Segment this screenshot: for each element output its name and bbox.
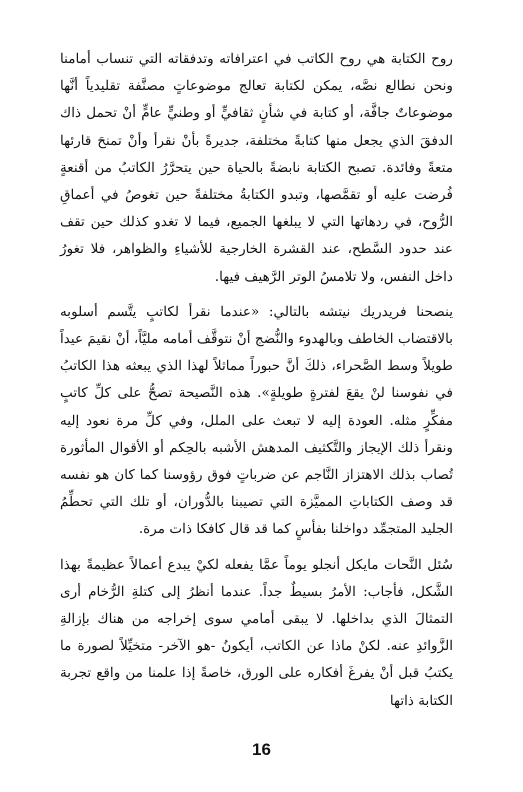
body-text [60, 46, 453, 715]
page-number: 16 [252, 740, 271, 759]
paragraph-1: روح الكتابة هي روح الكاتب في اعترافاته وتدفقاته التي تنساب أمامنا ونحن نطالع نصَّه، يمكن لكتابة تعالج موضوعاتٍ مصنَّفة تقليدياً أنَّها موضوعاتٌ جافَّة، أو كتابة في شأنٍ ثقافيٍّ أو وطنيٍّ عامٍّ أنْ تحمل ذاك الدفقَ الذي يجعل منها كتابةً مختلفة، جديرةً بأنْ نقرأ وأنْ تمنحَ قارئها متعةً وفائدة. تصبح الكتابة نابضةً بالحياة حين يتحرَّرُ الكاتبُ من أقنعةٍ فُرضت عليه أو تقمَّصها، وتبدو الكتابةُ مختلفةً حين تغوصُ في أعماقِ الرُّوح، في ردهاتها التي لا يبلغها الجميع، فيما لا تغدو كذلك حين تقف عند حدود السَّطح، عند القشرة الخارجية للأشياءِ والظواهر، فلا تغورُ داخل النفس، ولا تلامسُ الوتر الرَّهيف فيها. [60, 51, 453, 285]
paragraph-2: ينصحنا فريدريك نيتشه بالتالي: «عندما نقرأ لكاتبٍ يتَّسم أسلوبه بالاقتضاب الخاطف وبالهدوء والنُّضج أنْ نتوقَّف أمامه مليَّاً، أنْ نقيمَ عيداً طويلاً وسط الصَّحراء، ذلكَ أنَّ حبوراً مماثلاً لهذا الذي يبعثه هذا الكاتبُ في نفوسنا لنْ يقعَ لفترةٍ طويلةٍ». هذه النَّصيحة تصحُّ على كلِّ كاتبٍ مفكِّرٍ مثله. العودة إليه لا تبعث على الملل، وفي كلِّ مرة نعود إليه ونقرأ ذلك الإيجاز والتَّكثيف المدهش الأشبه بالحِكم أو الأقوال المأثورة تُصاب بذلك الاهتزاز النَّاجم عن ضرباتٍ فوق رؤوسنا كما كان هو نفسه قد وصف الكتاباتِ المميَّزة التي تصيبنا بالدُّوران، أو تلك التي تحطِّمُ الجليد المتجمِّد دواخلنا بفأسٍ كما قد قال كافكا ذات مرة. [60, 303, 453, 538]
paragraph-3: سُئل النَّحات مايكل أنجلو يوماً عمَّا يفعله لكيْ يبدع أعمالاً عظيمةً بهذا الشَّكل، فأجاب: الأمرُ بسيطٌ جداً. عندما أنظرُ إلى كتلةِ الرُّخام أرى التمثالَ الذي بداخلها. لا يبقى أمامي سوى إخراجه من هناك بإزالةِ الزَّوائدِ عنه. لكنْ ماذا عن الكاتب، أيكونُ -هو الآخر- متخيِّلاً لصورة ما يكتبُ قبل أنْ يفرغَ أفكاره على الورق، خاصةً إذا علمنا من واقع تجربة الكتابة ذاتها [60, 556, 453, 709]
